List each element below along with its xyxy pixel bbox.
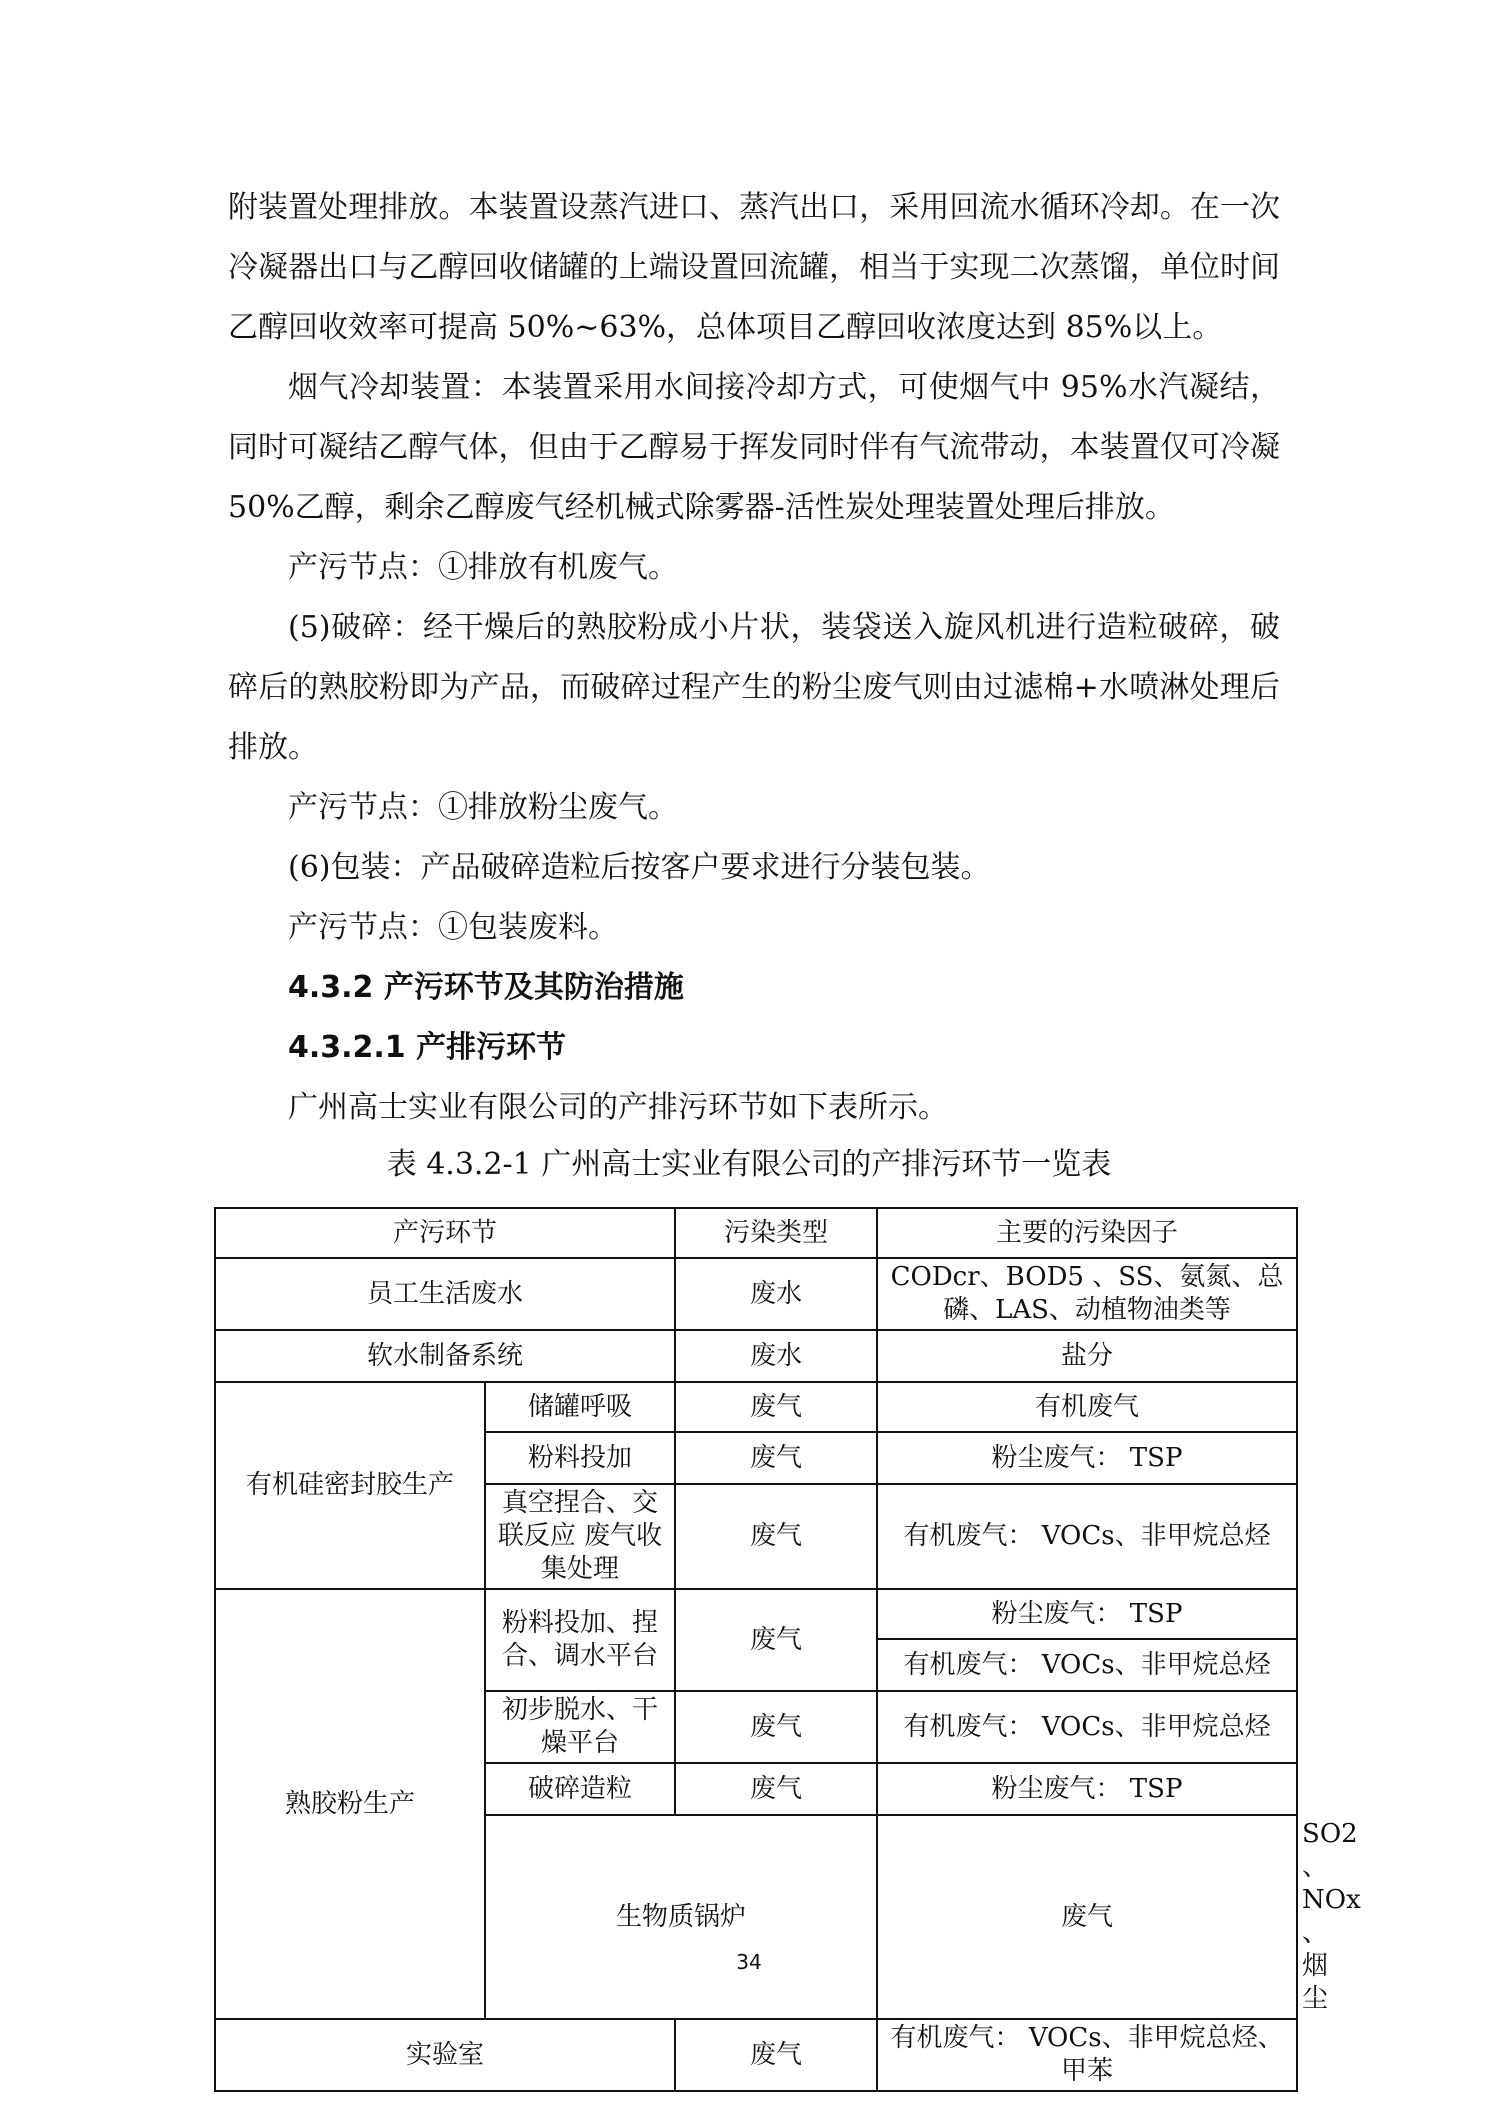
cell-stage: 实验室 — [215, 2019, 675, 2091]
paragraph: 广州高士实业有限公司的产排污环节如下表所示。 — [288, 1090, 948, 1125]
cell-substage: 粉料投加 — [485, 1432, 675, 1484]
cell-type: 废气 — [675, 1691, 877, 1763]
cell-type: 废气 — [675, 1432, 877, 1484]
paragraph: 产污节点：①排放粉尘废气。 — [288, 790, 678, 825]
cell-substage: 储罐呼吸 — [485, 1382, 675, 1432]
cell-type: 废气 — [675, 1589, 877, 1691]
cell-type: 废水 — [675, 1258, 877, 1330]
table-row — [215, 2019, 1297, 2091]
body-text — [228, 178, 1280, 1138]
cell-type: 废气 — [675, 1382, 877, 1432]
cell-group: 熟胶粉生产 — [215, 1589, 485, 2019]
cell-type: 废气 — [675, 1484, 877, 1589]
paragraph: 产污节点：①排放有机废气。 — [288, 550, 678, 585]
cell-factor: 粉尘废气： TSP — [877, 1589, 1297, 1639]
cell-substage: 破碎造粒 — [485, 1763, 675, 1815]
cell-factor: 有机废气： VOCs、非甲烷总烃、甲苯 — [877, 2019, 1297, 2091]
cell-factor: 有机废气： VOCs、非甲烷总烃 — [877, 1639, 1297, 1691]
paragraph: (5)破碎：经干燥后的熟胶粉成小片状，装袋送入旋风机进行造粒破碎，破碎后的熟胶粉即为产品，而破碎过程产生的粉尘废气则由过滤棉+水喷淋处理后排放。 — [228, 610, 1280, 765]
cell-factor: 盐分 — [877, 1330, 1297, 1382]
table-caption: 表 4.3.2-1 广州高士实业有限公司的产排污环节一览表 — [386, 1147, 1112, 1182]
table-header-row — [215, 1208, 1297, 1258]
cell-factor: 粉尘废气： TSP — [877, 1763, 1297, 1815]
table-row — [215, 1330, 1297, 1382]
cell-type: 废水 — [675, 1330, 877, 1382]
cell-factor: 有机废气 — [877, 1382, 1297, 1432]
cell-type: 废气 — [675, 1763, 877, 1815]
paragraph: 烟气冷却装置：本装置采用水间接冷却方式，可使烟气中 95%水汽凝结，同时可凝结乙醇气体，但由于乙醇易于挥发同时伴有气流带动，本装置仅可冷凝 50%乙醇，剩余乙醇废气经机械式除雾器-活性炭处理装置处理后排放。 — [228, 370, 1280, 525]
table-row: 生物质锅炉 废气 SO2 、NOx 、烟尘 — [215, 1815, 1297, 2019]
cell-group: 有机硅密封胶生产 — [215, 1382, 485, 1589]
cell-type: 废气 — [877, 1815, 1297, 2019]
table-row — [215, 1258, 1297, 1330]
cell-substage: 真空捏合、交联反应 废气收集处理 — [485, 1484, 675, 1589]
cell-substage: 初步脱水、干燥平台 — [485, 1691, 675, 1763]
cell-stage: 员工生活废水 — [215, 1258, 675, 1330]
cell-stage: 生物质锅炉 — [485, 1815, 877, 2019]
table-row — [215, 1382, 1297, 1432]
section-heading: 4.3.2 产污环节及其防治措施 — [288, 970, 684, 1005]
header-type: 污染类型 — [675, 1208, 877, 1258]
subsection-heading: 4.3.2.1 产排污环节 — [288, 1030, 567, 1065]
cell-stage: 软水制备系统 — [215, 1330, 675, 1382]
cell-factor: 粉尘废气： TSP — [877, 1432, 1297, 1484]
cell-factor: 有机废气： VOCs、非甲烷总烃 — [877, 1691, 1297, 1763]
page-number: 34 — [736, 1950, 762, 1974]
cell-factor: 有机废气： VOCs、非甲烷总烃 — [877, 1484, 1297, 1589]
cell-substage: 粉料投加、捏合、调水平台 — [485, 1589, 675, 1691]
paragraph: (6)包装：产品破碎造粒后按客户要求进行分装包装。 — [288, 850, 991, 885]
cell-type: 废气 — [675, 2019, 877, 2091]
header-factor: 主要的污染因子 — [877, 1208, 1297, 1258]
paragraph: 产污节点：①包装废料。 — [288, 910, 618, 945]
paragraph: 附装置处理排放。本装置设蒸汽进口、蒸汽出口，采用回流水循环冷却。在一次冷凝器出口与乙醇回收储罐的上端设置回流罐，相当于实现二次蒸馏，单位时间乙醇回收效率可提高 50%~63%，总体项目乙醇回收浓度达到 85%以上。 — [228, 190, 1280, 345]
table-row — [215, 1589, 1297, 1639]
cell-factor: CODcr、BOD5 、SS、氨氮、总磷、LAS、动植物油类等 — [877, 1258, 1297, 1330]
header-stage: 产污环节 — [215, 1208, 675, 1258]
